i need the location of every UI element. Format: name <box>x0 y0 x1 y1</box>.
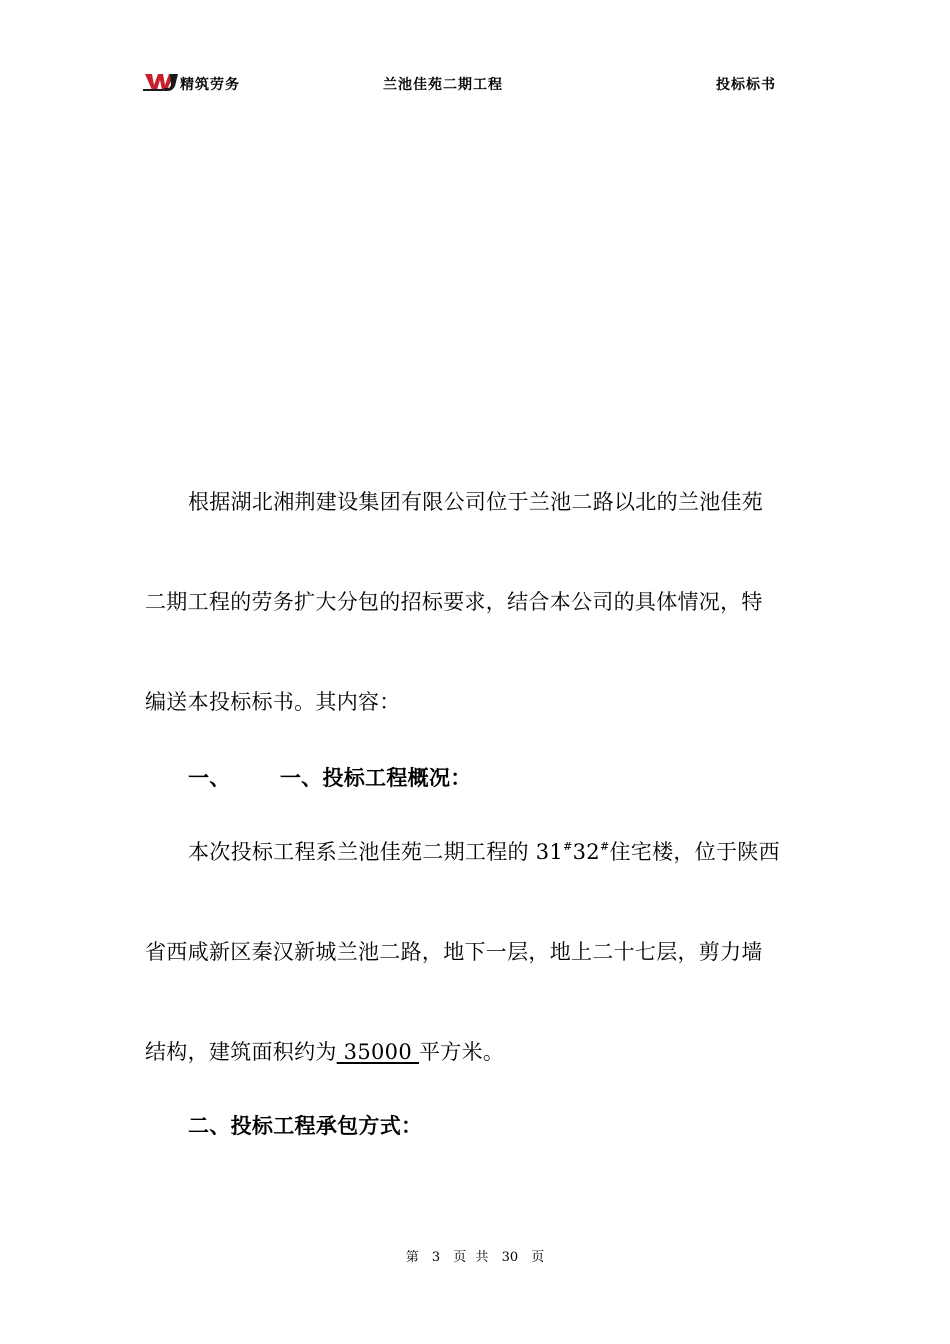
intro-paragraph-line-1: 根据湖北湘荆建设集团有限公司位于兰池二路以北的兰池佳苑 <box>188 490 764 514</box>
header-project-name: 兰池佳苑二期工程 <box>383 77 503 93</box>
total-page-number: 30 <box>501 1250 519 1265</box>
intro-paragraph-line-2: 二期工程的劳务扩大分包的招标要求，结合本公司的具体情况，特 <box>145 590 763 614</box>
page-header <box>0 70 950 100</box>
building-number-mark-2: # <box>599 840 610 853</box>
overview-paragraph-line-3 <box>145 1036 805 1068</box>
building-number-mark-1: # <box>563 840 573 853</box>
overview-paragraph-line-2: 省西咸新区秦汉新城兰池二路，地下一层，地上二十七层，剪力墙 <box>145 940 763 964</box>
building-area-value: 35000 <box>336 1040 419 1064</box>
section-1-title: 一、投标工程概况： <box>279 765 472 790</box>
overview-text-c: 住宅楼，位于陕西 <box>609 840 780 864</box>
header-company-name: 精筑劳务 <box>180 77 240 93</box>
overview-text-b: 32 <box>572 840 600 864</box>
header-document-type: 投标标书 <box>716 77 776 93</box>
section-heading-1 <box>188 762 805 794</box>
footer-label-post: 页 <box>531 1250 545 1265</box>
section-heading-2: 二、投标工程承包方式： <box>188 1113 423 1138</box>
overview-text-a: 本次投标工程系兰池佳苑二期工程的 31 <box>188 840 564 864</box>
page-footer <box>0 1246 950 1265</box>
overview-area-unit: 平方米。 <box>418 1040 505 1064</box>
overview-paragraph-line-1 <box>188 836 805 868</box>
section-1-number: 一、 <box>188 765 231 790</box>
intro-paragraph-line-3: 编送本投标标书。其内容： <box>145 690 401 714</box>
footer-label-pre: 第 <box>405 1250 419 1265</box>
footer-label-mid: 页 共 <box>453 1250 489 1265</box>
overview-area-label: 结构，建筑面积约为 <box>145 1040 337 1064</box>
current-page-number: 3 <box>431 1250 441 1265</box>
company-logo-icon <box>143 72 179 92</box>
